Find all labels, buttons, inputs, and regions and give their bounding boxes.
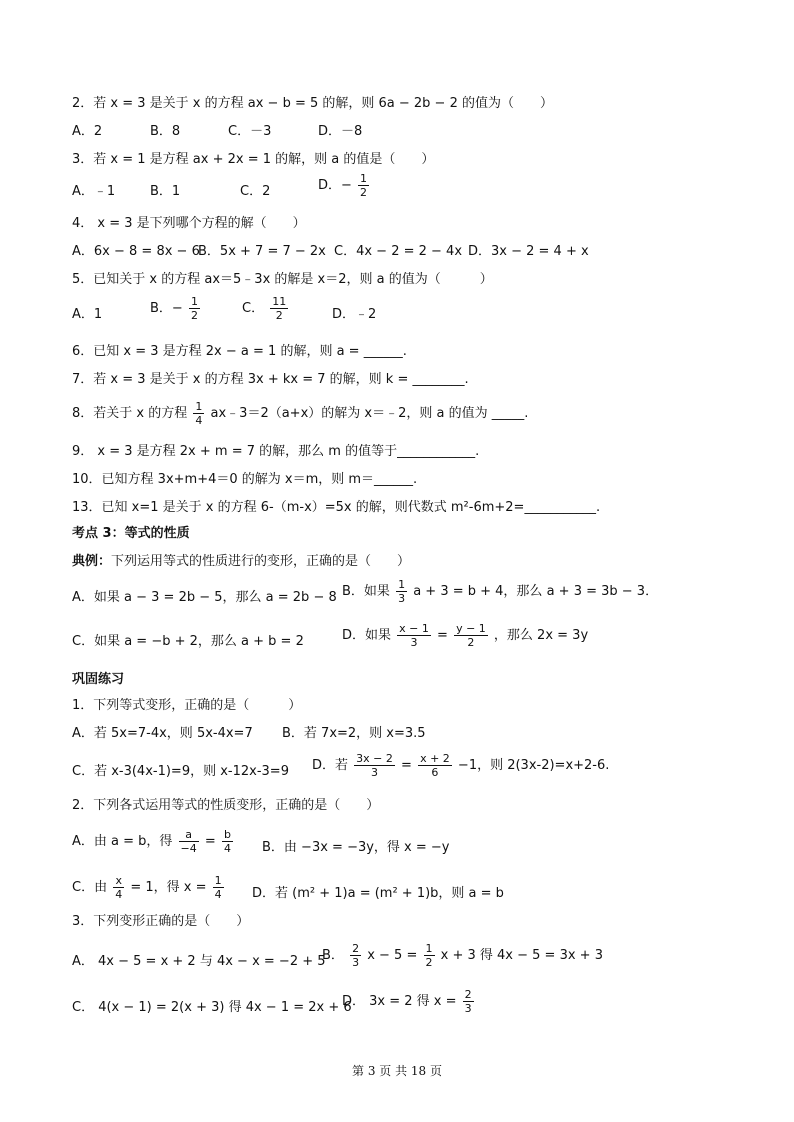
p2-option-d: D．若 (m² + 1)a = (m² + 1)b，则 a = b	[252, 886, 504, 901]
q6: 6．已知 x = 3 是方程 2x − a = 1 的解，则 a = ______.	[72, 344, 407, 359]
p1-option-b: B．若 7x=2，则 x=3.5	[282, 726, 426, 741]
q13: 13．已知 x=1 是关于 x 的方程 6-（m-x）=5x 的解，则代数式 m²-6m+2=___________.	[72, 500, 601, 515]
q4-option-b: B．5x + 7 = 7 − 2x	[198, 244, 326, 259]
q5-option-d: D．﹣2	[332, 307, 377, 322]
q8	[72, 400, 528, 427]
p2-option-c	[72, 874, 226, 901]
p3-option-b-label: B．	[322, 948, 344, 963]
p1: 1．下列等式变形，正确的是（ ）	[72, 698, 302, 713]
example-b-fraction: $\frac{1}{3}$	[398, 578, 406, 605]
example-option-d-text-1: D．如果	[342, 628, 392, 643]
q8-fraction: $\frac{1}{4}$	[195, 400, 203, 427]
example-option-c: C．如果 a = −b + 2，那么 a + b = 2	[72, 634, 304, 649]
p1-option-d-text-2: −1，则 2(3x-2)=x+2-6.	[457, 758, 610, 773]
q10: 10．已知方程 3x+m+4＝0 的解为 x＝m，则 m＝______.	[72, 472, 418, 487]
p3-option-b	[322, 942, 603, 969]
q7: 7．若 x = 3 是关于 x 的方程 3x + kx = 7 的解，则 k = ________.	[72, 372, 469, 387]
p3: 3．下列变形正确的是（ ）	[72, 914, 250, 929]
q5: 5．已知关于 x 的方程 ax＝5﹣3x 的解是 x＝2，则 a 的值为（ ）	[72, 272, 493, 287]
section-heading-practice: 巩固练习	[72, 672, 125, 687]
q2-option-c: C．－3	[228, 124, 272, 139]
p3-d-fraction: $\frac{2}{3}$	[464, 988, 472, 1015]
q2-option-a: A．2	[72, 124, 103, 139]
p2-a-equals: =	[204, 834, 216, 849]
p3-option-b-text-2: x + 3 得 4x − 5 = 3x + 3	[440, 948, 603, 963]
p1-option-d-text-1: D．若	[312, 758, 349, 773]
q3: 3．若 x = 1 是方程 ax + 2x = 1 的解，则 a 的值是（ ）	[72, 152, 435, 167]
q3-option-b: B．1	[150, 184, 181, 199]
p2-option-c-text-2: = 1，得 x =	[130, 880, 207, 895]
p1-d-fraction-2: $\frac{x + 2}{6}$	[420, 752, 450, 779]
q4: 4． x = 3 是下列哪个方程的解（ ）	[72, 216, 306, 231]
q5-option-b	[150, 295, 202, 322]
p2-a-fraction-2: $\frac{b}{4}$	[223, 828, 231, 855]
example-label: 典例：	[72, 554, 112, 569]
example-text: 下列运用等式的性质进行的变形，正确的是（ ）	[111, 554, 411, 569]
p2-option-c-text-1: C．由	[72, 880, 108, 895]
q9: 9． x = 3 是方程 2x + m = 7 的解，那么 m 的值等于____________.	[72, 444, 480, 459]
p2-option-b: B．由 −3x = −3y，得 x = −y	[262, 840, 450, 855]
example-option-b-text-1: B．如果	[342, 584, 390, 599]
q3-option-c: C．2	[240, 184, 271, 199]
p2-option-a	[72, 828, 235, 855]
p1-d-equals: =	[401, 758, 412, 773]
p2-option-a-text: A．由 a = b，得	[72, 834, 173, 849]
q5-option-a: A．1	[72, 307, 103, 322]
q3-fraction: $\frac{1}{2}$	[360, 172, 368, 199]
p1-option-c: C．若 x-3(4x-1)=9，则 x-12x-3=9	[72, 764, 289, 779]
example-d-fraction-2: $\frac{y - 1}{2}$	[456, 622, 486, 649]
q4-option-a: A．6x − 8 = 8x − 6	[72, 244, 200, 259]
q5-option-c-label: C．	[242, 301, 265, 316]
q3-option-a: A．﹣1	[72, 184, 116, 199]
q5-fraction-b: $\frac{1}{2}$	[190, 295, 198, 322]
q3-option-d	[318, 172, 371, 199]
p2-c-fraction-1: $\frac{x}{4}$	[115, 874, 123, 901]
q4-option-c: C．4x − 2 = 2 − 4x	[334, 244, 463, 259]
q2-option-d: D．－8	[318, 124, 363, 139]
q2-option-b: B．8	[150, 124, 181, 139]
p1-option-d	[312, 752, 609, 779]
p3-option-d-text: D． 3x = 2 得 x =	[342, 994, 457, 1009]
q8-text-b: ax﹣3＝2（a+x）的解为 x＝﹣2，则 a 的值为 _____.	[210, 406, 529, 421]
p3-option-d	[342, 988, 476, 1015]
p3-b-fraction-1: $\frac{2}{3}$	[352, 942, 360, 969]
q2: 2．若 x = 3 是关于 x 的方程 ax − b = 5 的解，则 6a − 2b − 2 的值为（ ）	[72, 96, 553, 111]
p3-option-c: C． 4(x − 1) = 2(x + 3) 得 4x − 1 = 2x + 6	[72, 1000, 352, 1015]
example-d-equals: =	[437, 628, 448, 643]
q5-option-b-label: B．−	[150, 301, 183, 316]
example	[72, 552, 410, 572]
p1-option-a: A．若 5x=7-4x，则 5x-4x=7	[72, 726, 253, 741]
example-option-d-text-2: ，那么 2x = 3y	[493, 628, 589, 643]
p3-option-b-text-1: x − 5 =	[367, 948, 418, 963]
p2-a-fraction-1: $\frac{a}{-4}$	[180, 828, 197, 855]
page-footer: 第 3 页 共 18 页	[352, 1064, 442, 1078]
p2: 2．下列各式运用等式的性质变形，正确的是（ ）	[72, 798, 380, 813]
example-option-b-text-2: a + 3 = b + 4，那么 a + 3 = 3b − 3．	[413, 584, 659, 599]
example-option-b	[342, 578, 658, 605]
q5-fraction-c: $\frac{11}{2}$	[272, 295, 287, 322]
example-option-a: A．如果 a − 3 = 2b − 5，那么 a = 2b − 8	[72, 590, 337, 605]
example-d-fraction-1: $\frac{x - 1}{3}$	[399, 622, 429, 649]
q5-option-c	[242, 295, 290, 322]
q4-option-d: D．3x − 2 = 4 + x	[468, 244, 589, 259]
p3-b-fraction-2: $\frac{1}{2}$	[425, 942, 433, 969]
q8-text-a: 8．若关于 x 的方程	[72, 406, 188, 421]
p2-c-fraction-2: $\frac{1}{4}$	[214, 874, 222, 901]
section-heading-kd3: 考点 3：等式的性质	[72, 526, 190, 541]
q3-option-d-label: D．−	[318, 178, 352, 193]
p1-d-fraction-1: $\frac{3x - 2}{3}$	[356, 752, 393, 779]
example-option-d	[342, 622, 588, 649]
p3-option-a: A． 4x − 5 = x + 2 与 4x − x = −2 + 5	[72, 954, 326, 969]
